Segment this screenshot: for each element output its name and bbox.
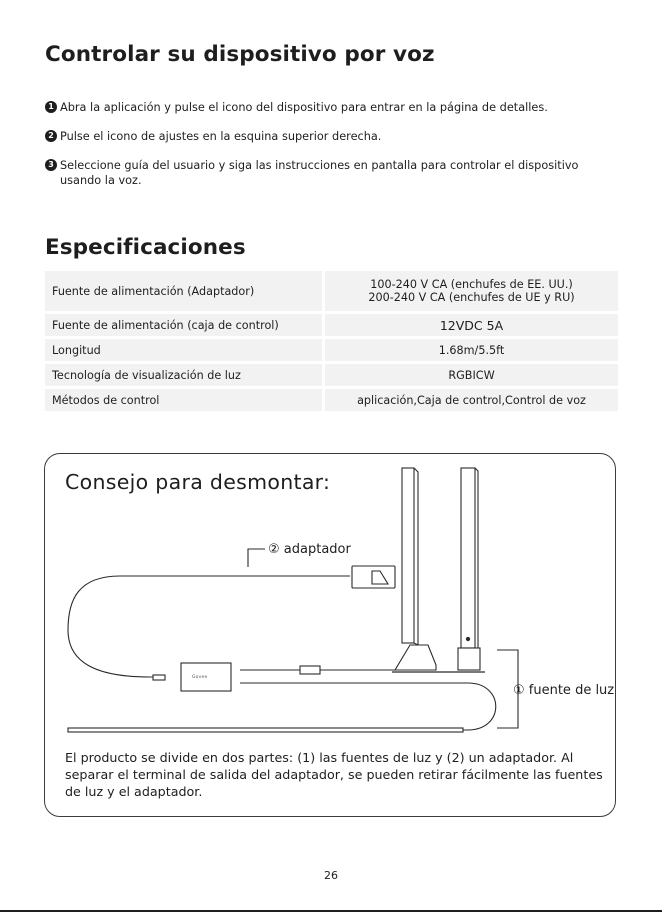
adapter-callout: ② adaptador (268, 542, 351, 557)
light-strip-bar (68, 728, 463, 732)
spec-label: Fuente de alimentación (caja de control) (45, 314, 322, 336)
step-number-badge: 2 (45, 130, 57, 142)
light-stand-1 (395, 645, 436, 670)
page-number: 26 (324, 869, 338, 882)
disassembly-tip-text: El producto se divide en dos partes: (1) las fuentes de luz y (2) un adaptador. Al separar el terminal de salida del adaptador, se pueden retirar fácilmente las fuentes de luz y el adaptador. (65, 750, 603, 799)
step-number-badge: 3 (45, 159, 57, 171)
cable-lower-loop (70, 683, 496, 730)
spec-value: aplicación,Caja de control,Control de voz (322, 389, 618, 411)
spec-value-line: 200-240 V CA (enchufes de UE y RU) (368, 291, 575, 304)
light-bar-2 (461, 468, 475, 648)
bottom-rule (0, 910, 662, 912)
spec-value: 12VDC 5A (322, 314, 618, 336)
voice-control-title: Controlar su dispositivo por voz (45, 42, 435, 67)
spec-label: Fuente de alimentación (Adaptador) (45, 271, 322, 311)
adapter-cable (68, 576, 350, 677)
light-bar-1 (402, 468, 414, 643)
spec-label: Longitud (45, 339, 322, 361)
adapter-callout-leader (248, 549, 265, 567)
step-text: Seleccione guía del usuario y siga las instrucciones en pantalla para controlar el dispositivo usando la voz. (60, 159, 579, 187)
step-text: Abra la aplicación y pulse el icono del dispositivo para entrar en la página de detalles. (60, 101, 548, 114)
spec-label: Tecnología de visualización de luz (45, 364, 322, 386)
specifications-title: Especificaciones (45, 235, 246, 260)
spec-value: 1.68m/5.5ft (322, 339, 618, 361)
spec-value: RGBICW (322, 364, 618, 386)
light-bar-1-edge (414, 468, 418, 645)
light-stand-2 (458, 648, 480, 670)
light-bar-2-logo (466, 637, 469, 640)
disassembly-tip-title: Consejo para desmontar: (65, 470, 331, 494)
spec-value-line: 100-240 V CA (enchufes de EE. UU.) (370, 278, 573, 291)
spec-label: Métodos de control (45, 389, 322, 411)
cable-connector (300, 666, 320, 674)
step-text: Pulse el icono de ajustes en la esquina superior derecha. (60, 130, 382, 143)
step-number-badge: 1 (45, 101, 57, 113)
control-box-brand: Govee (192, 675, 208, 680)
light-source-callout: ① fuente de luz (513, 683, 615, 698)
adapter-plug (153, 675, 165, 680)
adapter-body (352, 566, 395, 588)
